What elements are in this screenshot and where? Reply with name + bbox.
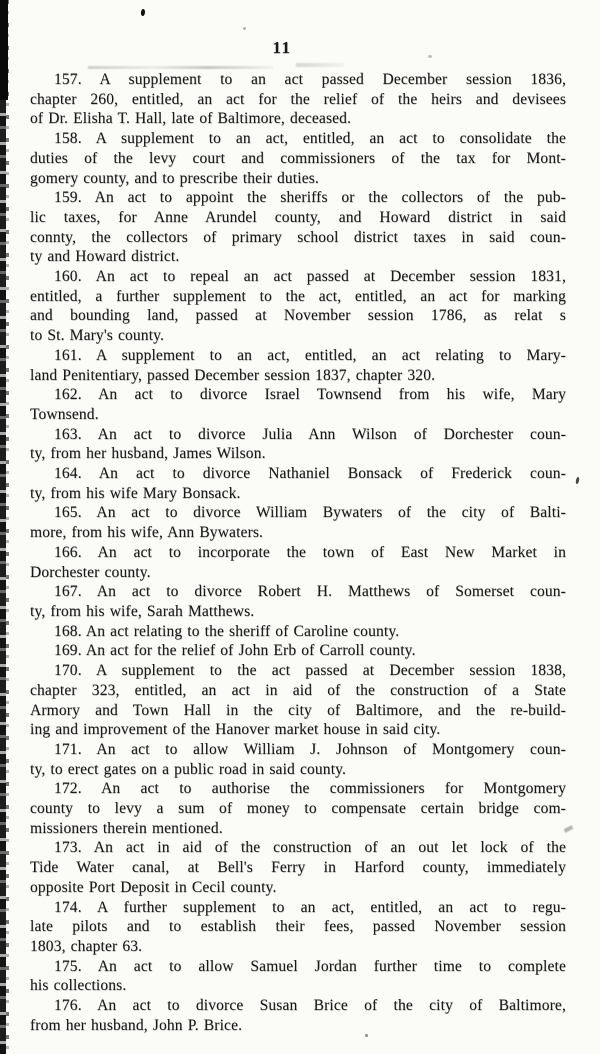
act-line: 157. A supplement to an act passed December session 1836,	[54, 71, 566, 88]
act-item-158	[30, 129, 566, 188]
act-line: county to levy a sum of money to compensate certain bridge com-	[30, 800, 566, 818]
act-item-171	[30, 740, 566, 779]
act-item-170	[30, 661, 566, 740]
act-item-164	[30, 464, 566, 503]
act-line: 176. An act to divorce Susan Brice of the city of Baltimore,	[54, 997, 566, 1015]
book-binding-edge-artifact	[0, 0, 6, 1054]
act-line: missioners therein mentioned.	[30, 819, 223, 837]
act-line: 161. A supplement to an act, entitled, an act relating to Mary-	[54, 346, 566, 364]
act-line: 172. An act to authorise the commissioners for Montgomery	[54, 780, 566, 798]
act-item-165	[30, 503, 566, 542]
act-line: 171. An act to allow William J. Johnson of Montgomery coun-	[54, 740, 566, 758]
act-line: lic taxes, for Anne Arundel county, and Howard district in said	[30, 208, 566, 226]
ink-speck	[575, 477, 579, 484]
page-number: 11	[272, 38, 292, 57]
act-line: 162. An act to divorce Israel Townsend from his wife, Mary	[54, 386, 566, 404]
act-line: 169. An act for the relief of John Erb of Carroll county.	[54, 642, 416, 660]
act-line: land Penitentiary, passed December session 1837, chapter 320.	[30, 366, 436, 384]
act-item-174	[30, 898, 566, 957]
act-line: Tide Water canal, at Bell's Ferry in Harford county, immediately	[30, 859, 566, 877]
act-line: 170. A supplement to the act passed at December session 1838,	[54, 662, 566, 680]
act-item-169	[30, 641, 566, 661]
act-line: ty, from his wife Mary Bonsack.	[30, 484, 241, 502]
act-line: connty, the collectors of primary school district taxes in said coun-	[30, 228, 566, 246]
ink-speck	[141, 9, 146, 16]
act-item-166	[30, 543, 566, 582]
act-line: 175. An act to allow Samuel Jordan further time to complete	[54, 957, 566, 975]
act-line: chapter 260, entitled, an act for the relief of the heirs and devisees	[30, 90, 566, 108]
ink-smudge	[88, 66, 273, 69]
acts-list	[30, 70, 566, 1035]
act-line: ty, to erect gates on a public road in said county.	[30, 760, 347, 778]
act-line: his collections.	[30, 977, 127, 995]
act-line: ty, from her husband, James Wilson.	[30, 445, 266, 463]
act-item-160	[30, 267, 566, 346]
ink-speck	[243, 27, 246, 30]
act-line: 173. An act in aid of the construction of an out let lock of the	[54, 839, 566, 857]
act-item-167	[30, 582, 566, 621]
act-item-176	[30, 996, 566, 1035]
act-line: 164. An act to divorce Nathaniel Bonsack of Frederick coun-	[54, 465, 566, 483]
act-line: 1803, chapter 63.	[30, 937, 143, 955]
ink-smudge	[296, 63, 344, 67]
act-line: 158. A supplement to an act, entitled, an act to consolidate the	[54, 130, 566, 148]
act-line: 163. An act to divorce Julia Ann Wilson of Dorchester coun-	[54, 425, 566, 443]
act-line: 165. An act to divorce William Bywaters of the city of Balti-	[54, 504, 566, 522]
act-line: Dorchester county.	[30, 563, 151, 581]
act-line: of Dr. Elisha T. Hall, late of Baltimore, deceased.	[30, 110, 352, 128]
act-line: 166. An act to incorporate the town of East New Market in	[54, 543, 566, 561]
act-item-162	[30, 385, 566, 424]
act-item-175	[30, 957, 566, 996]
act-line: 159. An act to appoint the sheriffs or the collectors of the pub-	[54, 189, 566, 207]
act-line: and bounding land, passed at November session 1786, as relat s	[30, 307, 566, 325]
act-line: opposite Port Deposit in Cecil county.	[30, 878, 277, 896]
act-item-163	[30, 425, 566, 464]
act-line: Townsend.	[30, 405, 99, 423]
act-line: ing and improvement of the Hanover market house in said city.	[30, 721, 441, 739]
act-line: late pilots and to establish their fees, passed November session	[30, 918, 566, 936]
act-line: 174. A further supplement to an act, entitled, an act to regu-	[54, 898, 566, 916]
act-line: more, from his wife, Ann Bywaters.	[30, 524, 264, 542]
act-line: ty and Howard district.	[30, 248, 180, 266]
act-line: duties of the levy court and commissioners of the tax for Mont-	[30, 149, 566, 167]
act-line: ty, from his wife, Sarah Matthews.	[30, 602, 255, 620]
act-item-172	[30, 779, 566, 838]
act-item-157	[30, 70, 566, 129]
act-item-159	[30, 188, 566, 267]
act-line: 167. An act to divorce Robert H. Matthews of Somerset coun-	[54, 583, 566, 601]
act-line: entitled, a further supplement to the act, entitled, an act for marking	[30, 287, 566, 305]
act-line: 160. An act to repeal an act passed at December session 1831,	[54, 268, 566, 286]
act-line: gomery county, and to prescribe their duties.	[30, 169, 319, 187]
act-line: from her husband, John P. Brice.	[30, 1016, 243, 1034]
act-item-168	[30, 622, 566, 642]
act-line: to St. Mary's county.	[30, 327, 165, 345]
act-line: chapter 323, entitled, an act in aid of the construction of a State	[30, 681, 566, 699]
act-item-161	[30, 346, 566, 385]
act-item-173	[30, 838, 566, 897]
act-line: Armory and Town Hall in the city of Baltimore, and the re-build-	[30, 701, 566, 719]
act-line: 168. An act relating to the sheriff of Caroline county.	[54, 622, 400, 640]
